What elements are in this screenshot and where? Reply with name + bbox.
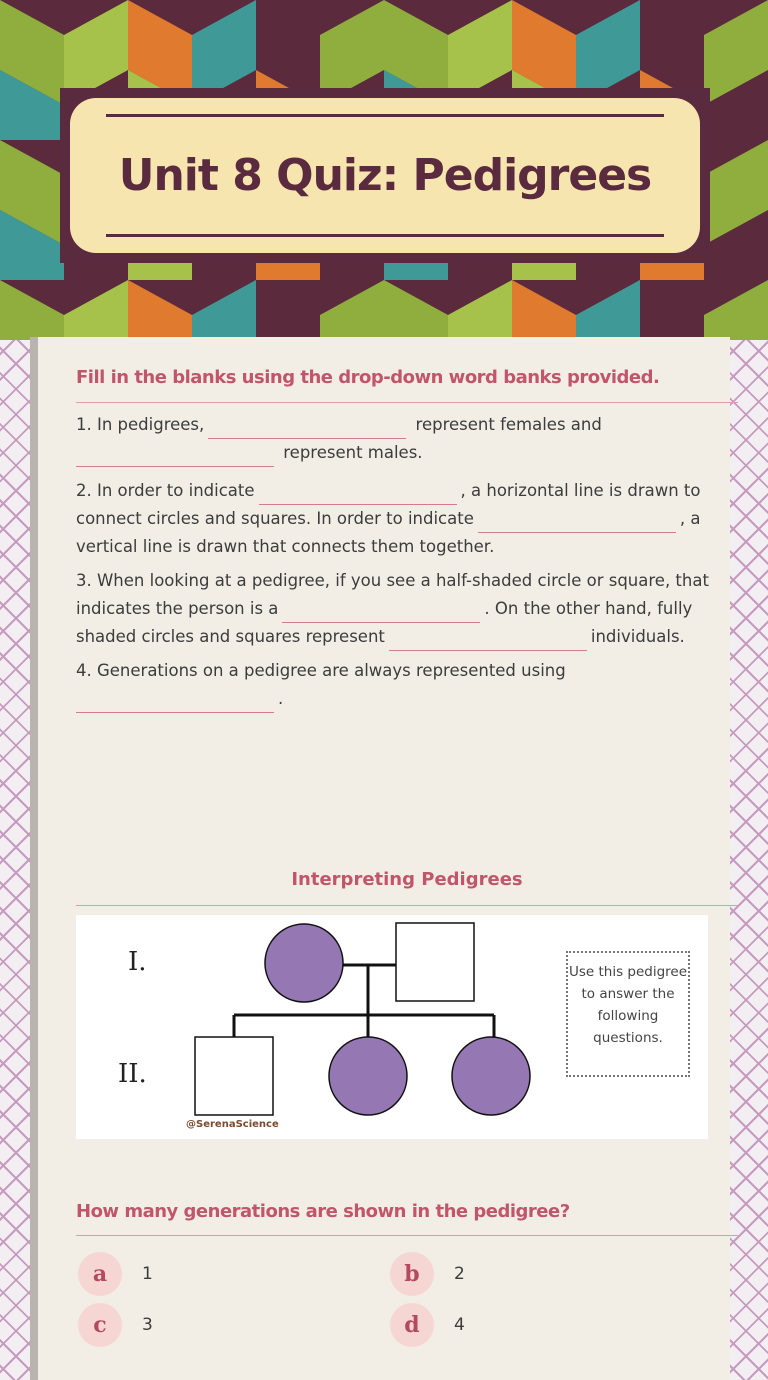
title-plate [70,98,700,253]
q4-text-a: 4. Generations on a pedigree are always represented using [76,661,566,680]
q4-blank-dropdown[interactable] [76,694,274,713]
section-heading-interpreting: Interpreting Pedigrees [291,869,523,890]
section-rule [76,1235,738,1236]
section-rule [76,402,738,403]
option-c-badge: c [78,1303,122,1347]
option-a[interactable] [78,1252,153,1296]
option-d-badge: d [390,1303,434,1347]
q1-blank-1-dropdown[interactable] [208,420,406,439]
pedigree-note: Use this pedigree to answer the following questions. [566,951,690,1077]
female-affected-gen2-a [329,1037,407,1115]
question-2 [76,477,716,561]
q3-text-c: individuals. [590,627,685,646]
title-card [60,88,710,263]
quiz-panel [30,337,730,1380]
pedigree-chart [76,915,546,1139]
option-b-badge: b [390,1252,434,1296]
title-rule-top [106,114,664,117]
q1-text-b: represent females and [415,415,602,434]
option-d[interactable] [390,1303,465,1347]
right-zigzag-border [730,340,768,1380]
generation-label-2: II. [118,1059,147,1089]
option-a-badge: a [78,1252,122,1296]
question-3 [76,567,716,651]
male-unaffected-gen1 [396,923,474,1001]
generation-label-1: I. [128,947,147,977]
q2-blank-1-dropdown[interactable] [259,486,457,505]
option-d-text: 4 [454,1315,465,1335]
q1-text-a: 1. In pedigrees, [76,415,205,434]
option-b-text: 2 [454,1264,465,1284]
q3-text-b: . On the other hand, fully shaded circles and squares represent [76,599,693,646]
option-c-text: 3 [142,1315,153,1335]
option-a-text: 1 [142,1264,153,1284]
male-unaffected-gen2 [195,1037,273,1115]
q2-text-c: , a vertical line is drawn that connects them together. [76,509,701,556]
q3-text-a: 3. When looking at a pedigree, if you see a half-shaded circle or square, that indicates the person is a [76,571,709,618]
question-heading-generations: How many generations are shown in the pedigree? [76,1201,570,1222]
q2-text-a: 2. In order to indicate [76,481,255,500]
q2-blank-2-dropdown[interactable] [478,514,676,533]
section-heading-fill-blanks: Fill in the blanks using the drop-down word banks provided. [76,367,660,388]
image-credit: @SerenaScience [186,1119,279,1130]
q3-blank-2-dropdown[interactable] [389,632,587,651]
q1-text-c: represent males. [283,443,423,462]
female-affected-gen1 [265,924,343,1002]
option-c[interactable] [78,1303,153,1347]
q3-blank-1-dropdown[interactable] [282,604,480,623]
q4-text-b: . [278,689,284,708]
q1-blank-2-dropdown[interactable] [76,448,274,467]
option-b[interactable] [390,1252,465,1296]
question-1 [76,411,716,467]
section-rule [76,905,738,906]
pedigree-image [76,915,708,1139]
page-title: Unit 8 Quiz: Pedigrees [118,150,652,201]
q2-text-b: , a horizontal line is drawn to connect circles and squares. In order to indicate [76,481,701,528]
female-affected-gen2-b [452,1037,530,1115]
question-4 [76,657,716,713]
left-zigzag-border [0,340,30,1380]
title-rule-bottom [106,234,664,237]
